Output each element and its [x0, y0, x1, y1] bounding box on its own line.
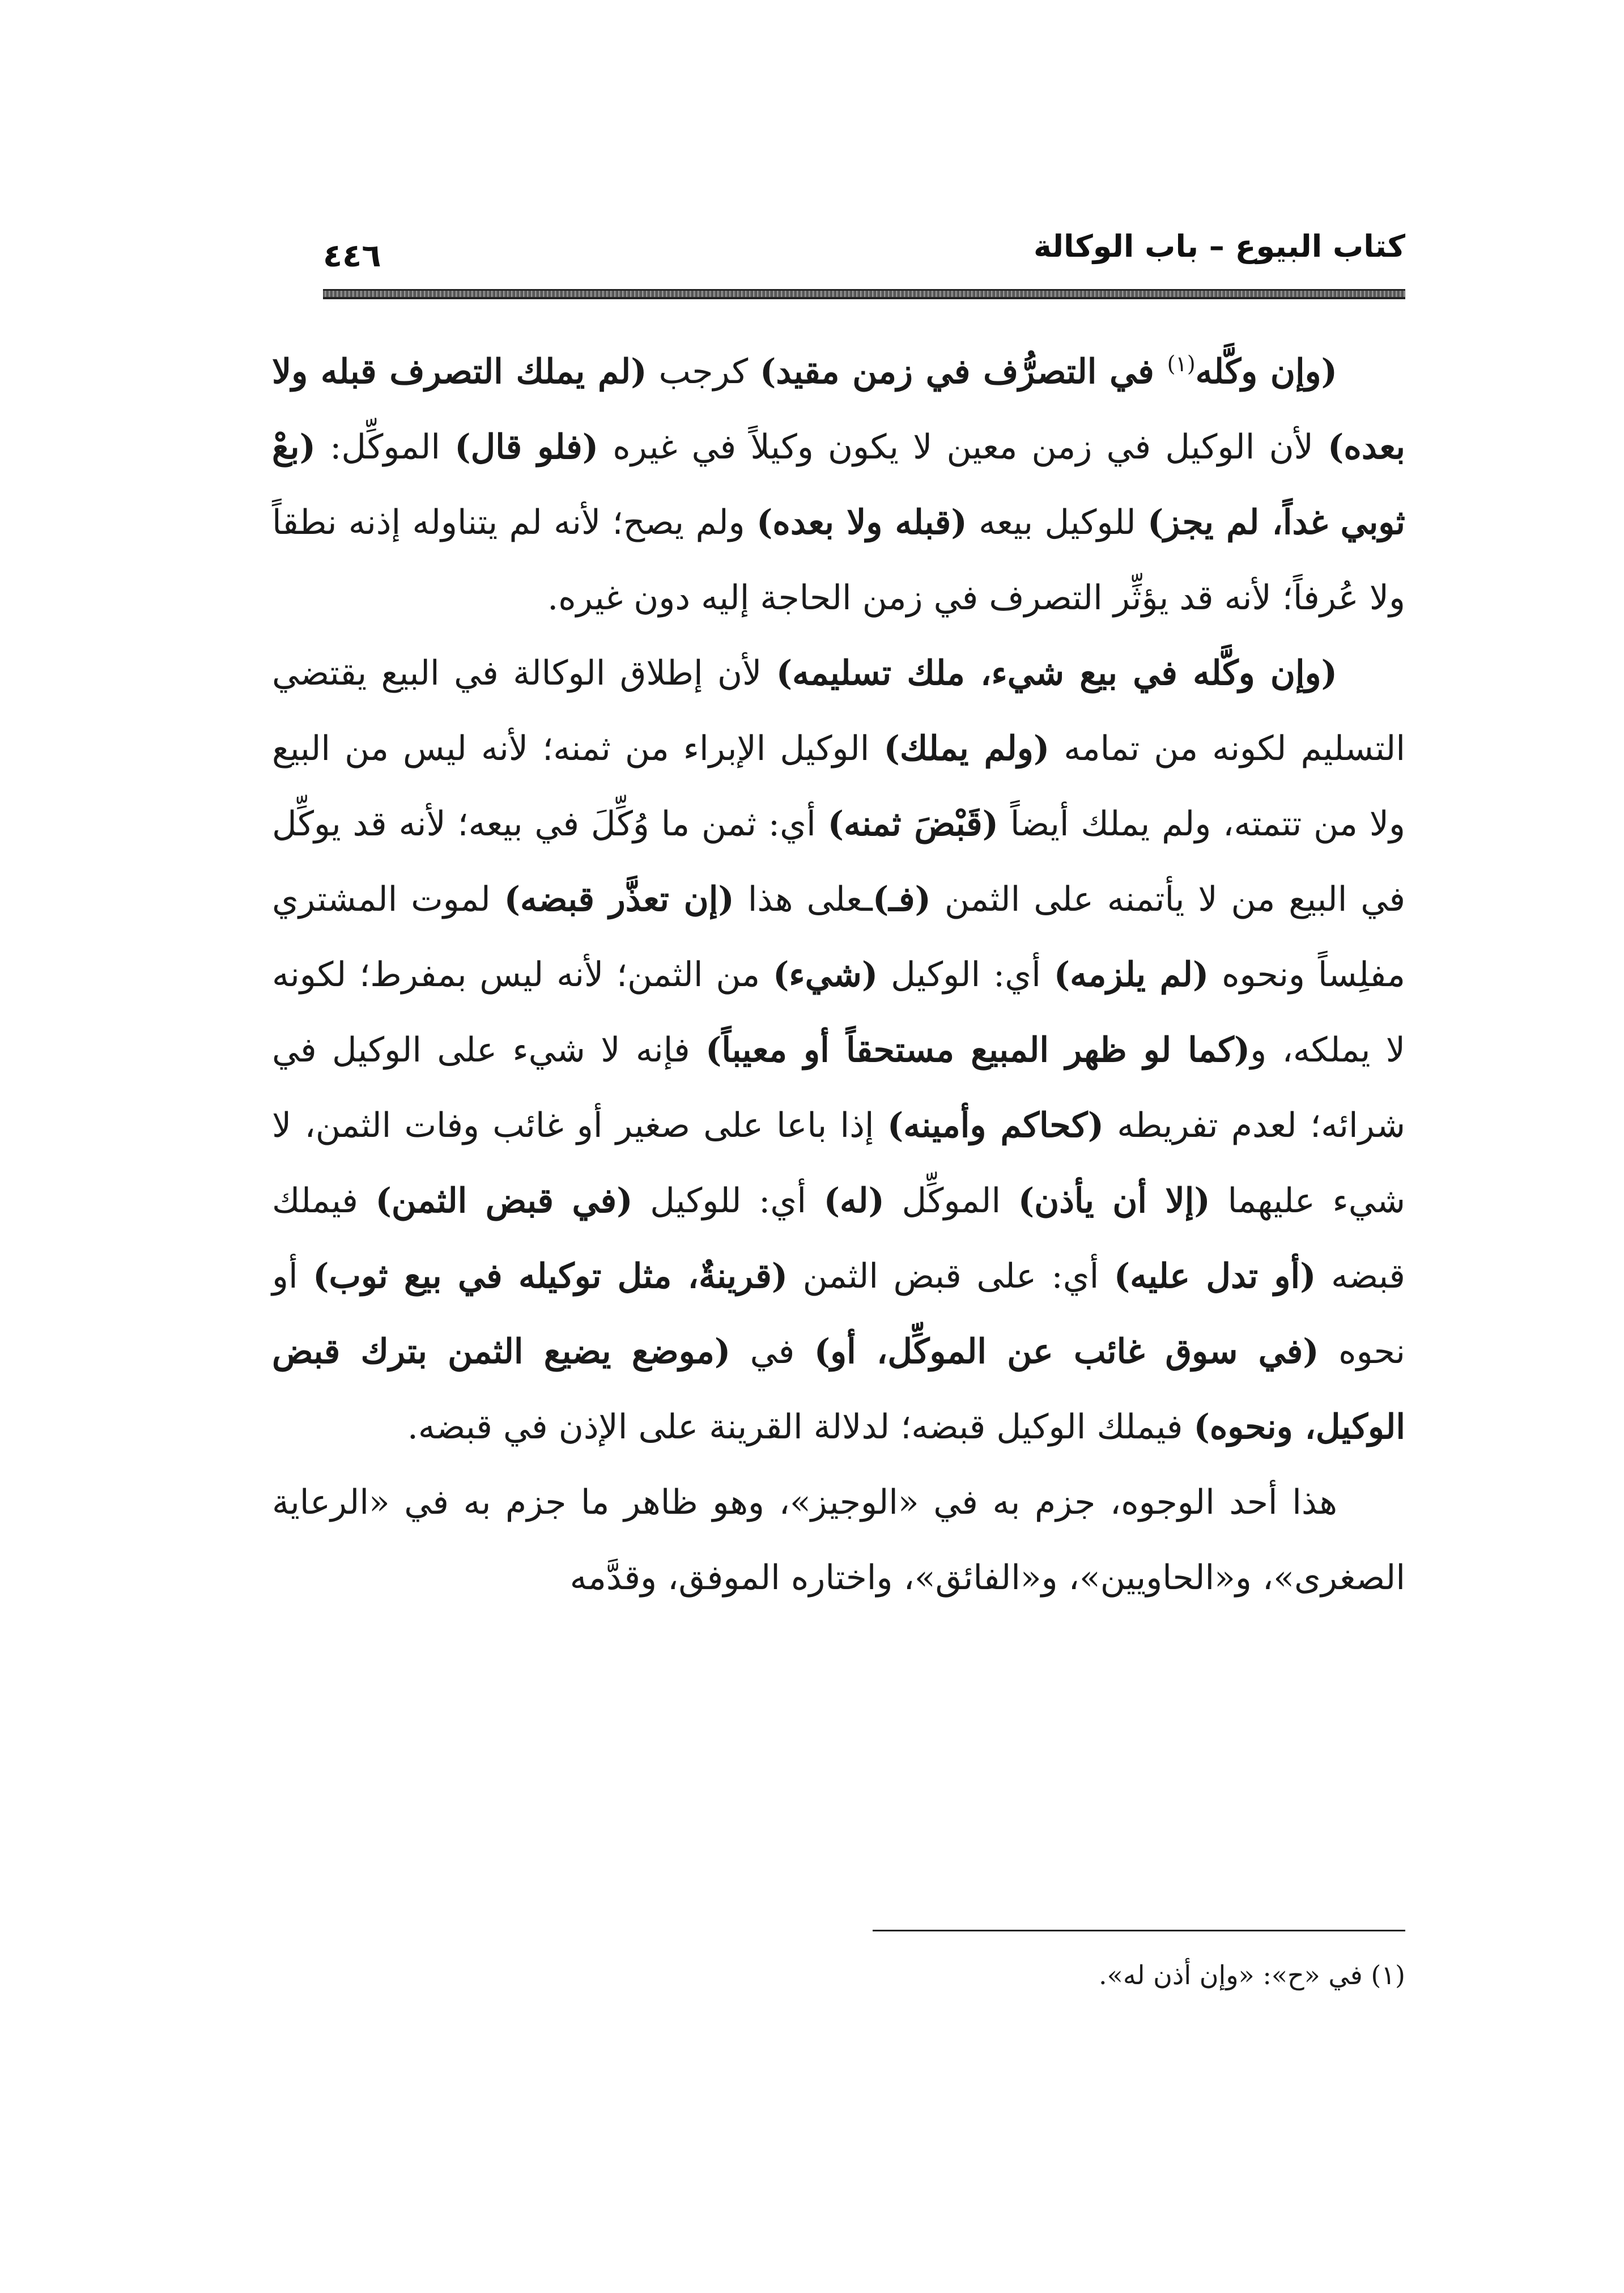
bold-text-segment: (ولم يملك)	[883, 729, 1050, 768]
text-segment: ولم يصح؛ لأنه لم يتناوله إذنه نطقاً ولا عُرفاً؛ لأنه قد يؤثِّر التصرف في زمن الحاجة إليه دون غيره.	[272, 503, 1405, 618]
text-segment: كرجب	[647, 352, 760, 392]
body-paragraph	[272, 1465, 1405, 1616]
text-segment: أي: ثمن ما وُكِّلَ في بيعه؛ لأنه قد يوكِّل في البيع من لا يأتمنه على الثمن	[272, 804, 1405, 919]
running-header	[323, 224, 1405, 275]
bold-text-segment: (فـ)	[872, 880, 931, 919]
text-segment: الموكِّل:	[316, 427, 455, 467]
text-segment: لأن الوكيل في زمن معين لا يكون وكيلاً في غيره	[598, 427, 1328, 467]
text-segment: أو نحوه	[272, 1256, 1405, 1371]
text-segment: أي: الوكيل	[878, 955, 1054, 995]
bold-text-segment: (له)	[823, 1181, 885, 1221]
bold-text-segment: (كحاكم وأمينه)	[887, 1106, 1104, 1145]
bold-text-segment: (شيء)	[773, 955, 878, 995]
header-title: كتاب البيوع – باب الوكالة	[1034, 228, 1405, 264]
bold-text-segment: (بعْ ثوبي غداً، لم يجز)	[272, 427, 1405, 542]
text-segment: لأن إطلاق الوكالة في البيع يقتضي التسليم لكونه من تمامه	[272, 653, 1406, 768]
text-segment: ـعلى هذا	[734, 880, 873, 919]
bold-text-segment: (فلو قال)	[454, 427, 599, 467]
page-number: ٤٤٦	[323, 237, 381, 274]
bold-text-segment: (لم يملك التصرف قبله ولا بعده)	[272, 352, 1406, 467]
bold-text-segment: (إلا أن يأذن)	[1018, 1181, 1210, 1221]
text-segment: لموت المشتري مفلِساً ونحوه	[272, 880, 1406, 995]
text-segment: أي: للوكيل	[632, 1181, 824, 1221]
text-segment: الوكيل الإبراء من ثمنه؛ لأنه ليس من البيع ولا من تتمته، ولم يملك أيضاً	[272, 729, 1405, 844]
text-segment: في	[730, 1332, 814, 1371]
body-paragraph	[272, 334, 1405, 636]
bold-text-segment: (قرينةٌ، مثل توكيله في بيع ثوب)	[313, 1256, 788, 1296]
text-segment: فيملك الوكيل قبضه؛ لدلالة القرينة على الإذن في قبضه.	[407, 1407, 1194, 1447]
text-segment: فإنه لا شيء على الوكيل في شرائه؛ لعدم تفريطه	[272, 1030, 1405, 1145]
body-paragraph	[272, 636, 1405, 1465]
bold-text-segment: (قَبْضَ ثمنه)	[827, 804, 999, 844]
text-segment: للوكيل بيعه	[967, 503, 1147, 542]
text-segment: إذا باعا على صغير أو غائب وفات الثمن، لا شيء عليهما	[272, 1106, 1405, 1221]
bold-text-segment: (أو تدل عليه)	[1113, 1256, 1316, 1296]
header-rule	[323, 289, 1405, 299]
text-segment: هذا أحد الوجوه، جزم به في «الوجيز»، وهو ظاهر ما جزم به في «الرعاية الصغرى»، و«الحاويين»، و«الفائق»، واختاره الموفق، وقدَّمه	[272, 1483, 1405, 1598]
bold-text-segment: (في سوق غائب عن الموكِّل، أو)	[814, 1332, 1319, 1371]
bold-text-segment: (موضع يضيع الثمن بترك قبض الوكيل، ونحوه)	[272, 1332, 1405, 1447]
bold-text-segment: (في قبض الثمن)	[375, 1181, 633, 1221]
bold-text-segment: (وإن وكَّله في بيع شيء، ملك تسليمه)	[776, 653, 1338, 693]
text-segment: من الثمن؛ لأنه ليس بمفرط؛ لكونه لا يملكه، و	[272, 955, 1405, 1070]
bold-text-segment: (لم يلزمه)	[1053, 955, 1209, 995]
bold-text-segment: (قبله ولا بعده)	[756, 503, 967, 542]
bold-text-segment: في التصرُّف في زمن مقيد)	[760, 352, 1167, 392]
body-text	[272, 334, 1405, 1616]
footnote-ref: (١)	[1167, 351, 1196, 376]
text-segment: الموكِّل	[884, 1181, 1018, 1221]
bold-text-segment: (إن تعذَّر قبضه)	[504, 880, 734, 919]
bold-text-segment: (كما لو ظهر المبيع مستحقاً أو معيباً)	[705, 1030, 1251, 1070]
bold-text-segment: (وإن وكَّله	[1195, 352, 1338, 392]
footnote: (١) في «ح»: «وإن أذن له».	[1099, 1960, 1405, 1990]
text-segment: أي: على قبض الثمن	[788, 1256, 1114, 1296]
text-segment: فيملك قبضه	[272, 1181, 1405, 1296]
footnote-rule	[873, 1930, 1405, 1931]
